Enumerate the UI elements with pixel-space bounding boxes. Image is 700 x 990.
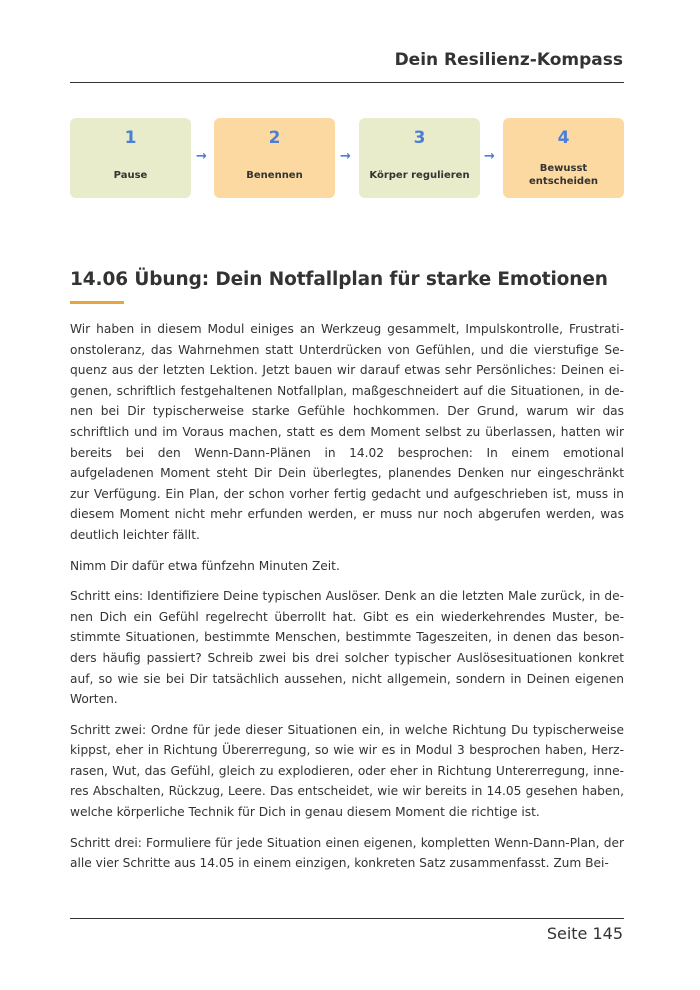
right-arrow-icon: → bbox=[340, 149, 351, 164]
step-box-3 bbox=[359, 118, 480, 198]
paragraph: Schritt zwei: Ordne für jede dieser Situationen ein, in welche Richtung Du typischerweise kippst, eher in Richtung Übererregung, so wie wir es in Modul 3 besprochen haben, Herzrasen, Wut, das Gefühl, gleich zu explodieren, oder eher in Richtung Untererregung, inneres Abschalten, Rückzug, Leere. Das entscheidet, wie wir bereits in 14.05 gesehen haben, welche körperliche Technik für Dich in genau diesem Moment die richtige ist. bbox=[70, 722, 624, 820]
step-label: Pause bbox=[113, 169, 148, 181]
heading-accent-underline bbox=[70, 301, 124, 304]
body-text bbox=[70, 319, 624, 884]
step-label: Bewusst entscheiden bbox=[529, 163, 598, 187]
paragraph: Schritt drei: Formuliere für jede Situation einen eigenen, kompletten Wenn-Dann-Plan, der alle vier Schritte aus 14.05 in einem einzigen, konkreten Satz zusammenfasst. Zum Bei- bbox=[70, 835, 624, 871]
running-header-title: Dein Resilienz-Kompass bbox=[394, 50, 623, 70]
step-box-4 bbox=[503, 118, 624, 198]
step-number: 2 bbox=[268, 128, 281, 148]
step-number: 3 bbox=[413, 128, 426, 148]
step-box-1 bbox=[70, 118, 191, 198]
paragraph: Schritt eins: Identifiziere Deine typischen Auslöser. Denk an die letzten Male zurück, in denen Dich ein Gefühl regelrecht überrollt hat. Gibt es ein wiederkehrendes Muster, bestimmte Situationen, bestimmte Menschen, bestimmte Tageszeiten, in denen das besonders häufig passiert? Schreib zwei bis drei solcher typischer Auslösesituationen konkret auf, so wie sie bei Dir tatsächlich aussehen, nicht allgemein, sondern in Deinen eigenen Worten. bbox=[70, 589, 624, 707]
step-label: Körper regulieren bbox=[369, 169, 470, 181]
paragraph: Nimm Dir dafür etwa fünfzehn Minuten Zeit. bbox=[70, 558, 340, 573]
right-arrow-icon: → bbox=[484, 149, 495, 164]
step-box-2 bbox=[214, 118, 335, 198]
step-number: 1 bbox=[124, 128, 137, 148]
section-heading: 14.06 Übung: Dein Notfallplan für starke Emotionen bbox=[70, 269, 608, 290]
step-label: Benennen bbox=[246, 169, 303, 181]
right-arrow-icon: → bbox=[196, 149, 207, 164]
header-divider bbox=[70, 82, 624, 83]
page-number: Seite 145 bbox=[546, 924, 623, 943]
paragraph: Wir haben in diesem Modul einiges an Werkzeug gesammelt, Impulskontrolle, Frustrationstoleranz, das Wahrnehmen statt Unterdrücken von Gefühlen, und die vierstufige Sequenz aus der letzten Lektion. Jetzt bauen wir darauf etwas sehr Persönliches: Deinen eigenen, schriftlich festgehaltenen Notfallplan, maßgeschneidert auf die Situationen, in denen bei Dir typischerweise starke Gefühle hochkommen. Der Grund, warum wir das schriftlich und im Voraus machen, statt es dem Moment selbst zu überlassen, hatten wir bereits bei den Wenn-Dann-Plänen in 14.02 besprochen: In einem emotional aufgeladenen Moment steht Dir Dein überlegtes, planendes Denken nur eingeschränkt zur Verfügung. Ein Plan, der schon vorher fertig gedacht und aufgeschrieben ist, muss in diesem Moment nicht mehr erfunden werden, er muss nur noch abgerufen werden, was deutlich leichter fällt. bbox=[70, 322, 624, 542]
step-number: 4 bbox=[557, 128, 570, 148]
footer-divider bbox=[70, 918, 624, 919]
